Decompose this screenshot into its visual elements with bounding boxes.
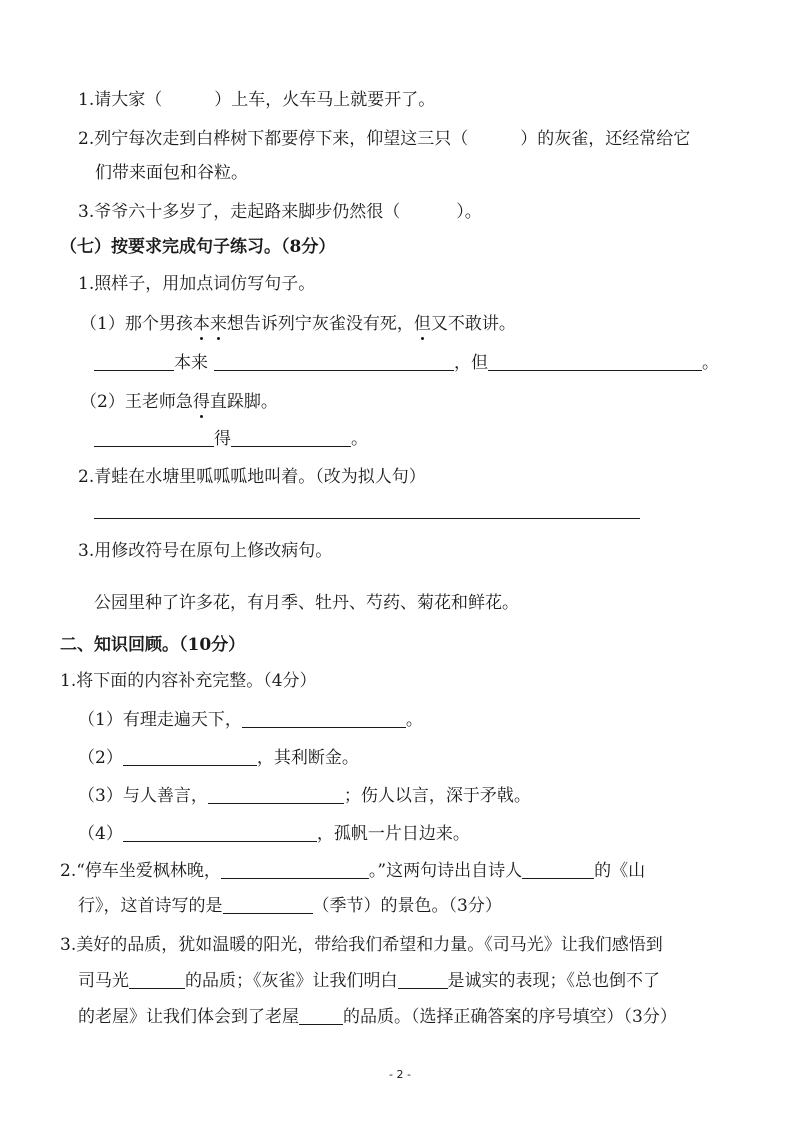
sentence-task-1: 1.照样子，用加点词仿写句子。 xyxy=(78,274,316,294)
answer-blank[interactable] xyxy=(208,786,344,804)
answer-blank[interactable] xyxy=(299,1007,343,1025)
answer-blank[interactable] xyxy=(94,429,214,447)
answer-blank[interactable] xyxy=(94,353,174,371)
answer-line[interactable] xyxy=(94,518,640,519)
answer-blank[interactable] xyxy=(242,710,406,728)
fill-question-2-continued: 们带来面包和谷粒。 xyxy=(95,163,248,183)
answer-blank[interactable] xyxy=(231,429,351,447)
review-question-2-continued: 行》，这首诗写的是 （季节）的景色。（3分） xyxy=(78,896,502,916)
dotted-char: 但 xyxy=(413,314,431,334)
answer-blank[interactable] xyxy=(123,824,317,842)
answer-blank[interactable] xyxy=(398,971,448,989)
review-item-1: （1）有理走遍天下， 。 xyxy=(78,710,423,730)
answer-blank[interactable] xyxy=(488,353,702,371)
answer-blank[interactable] xyxy=(123,748,257,766)
page-number: - 2 - xyxy=(389,1068,411,1081)
fill-question-2: 2.列宁每次走到白桦树下都要停下来，仰望这三只（ ）的灰雀，还经常给它 xyxy=(78,129,691,149)
answer-blank[interactable] xyxy=(223,896,313,914)
fill-question-3: 3.爷爷六十多岁了，走起路来脚步仍然很（ ）。 xyxy=(78,202,482,222)
answer-blank[interactable] xyxy=(522,861,594,879)
section-7-title: （七）按要求完成句子练习。（8分） xyxy=(60,237,336,257)
review-item-4: （4） ，孤帆一片日边来。 xyxy=(78,824,470,844)
review-question-3-line-2: 司马光 的品质；《灰雀》让我们明白 是诚实的表现；《总也倒不了 xyxy=(78,971,660,991)
answer-blank[interactable] xyxy=(129,971,185,989)
imitation-line-1: 本来 ，但 。 xyxy=(94,352,719,374)
sick-sentence: 公园里种了许多花，有月季、牡丹、芍药、菊花和鲜花。 xyxy=(94,593,519,613)
answer-blank[interactable] xyxy=(221,861,369,879)
review-question-1: 1.将下面的内容补充完整。（4分） xyxy=(60,671,317,691)
dotted-char: 本 xyxy=(192,314,210,334)
review-item-2: （2） ，其利断金。 xyxy=(78,748,359,768)
review-question-3: 3.美好的品质，犹如温暖的阳光，带给我们希望和力量。《司马光》让我们感悟到 xyxy=(60,935,663,955)
answer-blank[interactable] xyxy=(214,353,454,371)
dotted-char: 得 xyxy=(192,392,210,412)
part-2-title: 二、知识回顾。（10分） xyxy=(60,635,246,655)
fill-question-1: 1.请大家（ ）上车，火车马上就要开了。 xyxy=(78,90,436,110)
imitation-line-2: 得 。 xyxy=(94,428,368,450)
dotted-char: 来 xyxy=(209,314,227,334)
review-question-3-line-3: 的老屋》让我们体会到了老屋 的品质。（选择正确答案的序号填空）（3分） xyxy=(78,1007,677,1027)
review-item-3: （3）与人善言， ；伤人以言，深于矛戟。 xyxy=(78,786,531,806)
review-question-2: 2.“停车坐爱枫林晚， 。”这两句诗出自诗人 的《山 xyxy=(60,861,646,881)
example-sentence-1: （1）那个男孩本来想告诉列宁灰雀没有死，但又不敢讲。 xyxy=(80,314,516,334)
sentence-task-3: 3.用修改符号在原句上修改病句。 xyxy=(78,541,333,561)
example-sentence-2: （2）王老师急得直跺脚。 xyxy=(80,392,278,412)
sentence-task-2: 2.青蛙在水塘里呱呱呱地叫着。（改为拟人句） xyxy=(78,467,426,487)
